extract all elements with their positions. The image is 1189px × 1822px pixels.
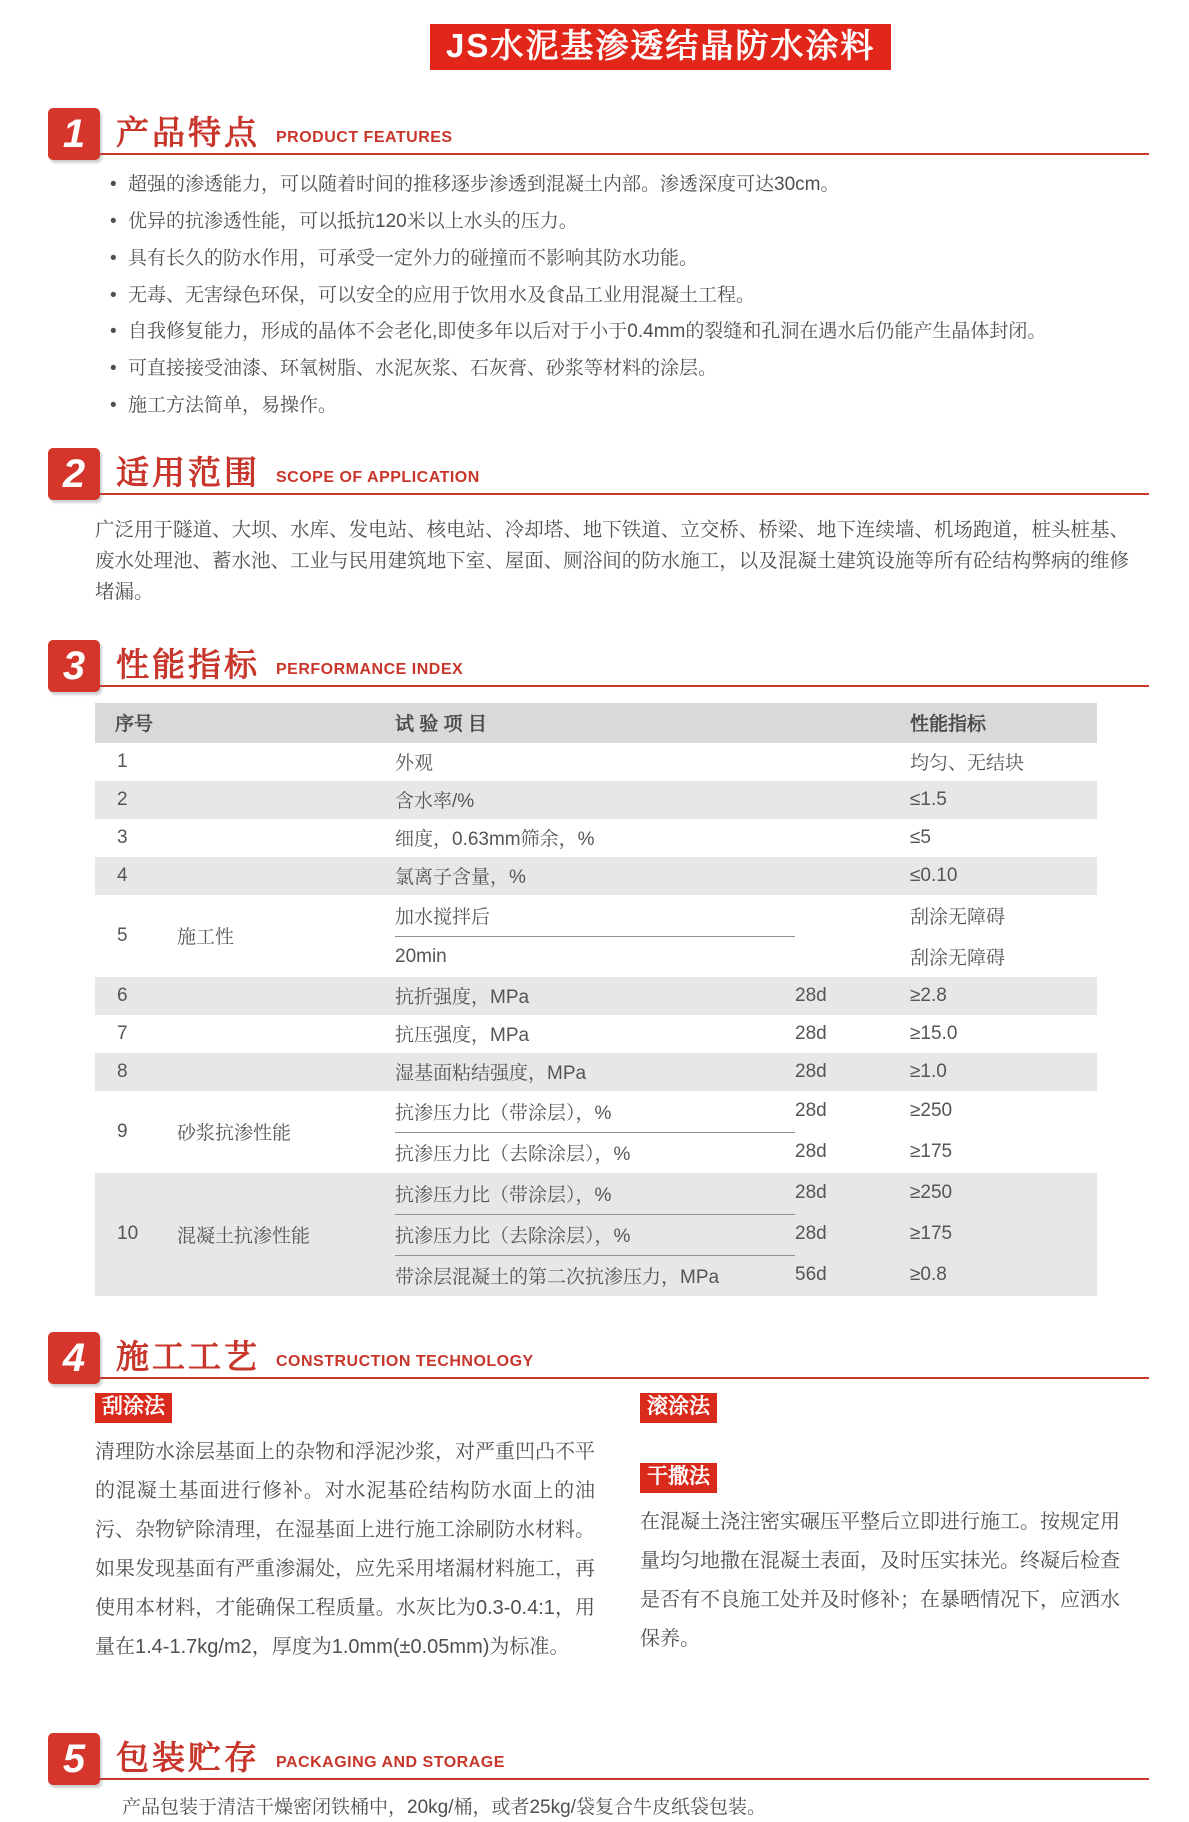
row-category: 施工性: [177, 927, 235, 949]
construction-right-column: [640, 1393, 1120, 1685]
method-block: [640, 1463, 1120, 1659]
performance-table-body: [95, 743, 1097, 1296]
feature-text: 可直接接受油漆、环氧树脂、水泥灰浆、石灰膏、砂浆等材料的涂层。: [128, 358, 718, 380]
item-value: ≥250: [910, 1182, 953, 1204]
item-age: [795, 936, 910, 977]
table-subrow: [395, 819, 1097, 857]
table-subrow: [395, 743, 1097, 781]
table-row: [95, 895, 1097, 977]
item-name: 抗渗压力比（去除涂层），%: [395, 1214, 795, 1255]
section-header-features: [48, 108, 1149, 155]
section-subtitle: CONSTRUCTION TECHNOLOGY: [276, 1352, 534, 1370]
item-value: 均匀、无结块: [910, 753, 1025, 775]
feature-text: 自我修复能力，形成的晶体不会老化,即使多年以后对于小于0.4mm的裂缝和孔洞在遇水后仍能产生晶体封闭。: [128, 321, 1047, 343]
row-items: [395, 977, 1097, 1015]
section-header-performance: [48, 640, 1149, 687]
table-subrow: [395, 1015, 1097, 1053]
method-text: 在混凝土浇注密实碾压平整后立即进行施工。按规定用量均匀地撒在混凝土表面，及时压实抹光。终凝后检查是否有不良施工处并及时修补；在暴晒情况下，应洒水保养。: [640, 1510, 1120, 1650]
table-subrow: [395, 936, 1097, 977]
item-value: ≤5: [910, 826, 931, 848]
row-items: [395, 743, 1097, 781]
performance-table-header: [95, 703, 1097, 743]
item-age: [795, 857, 910, 895]
row-no: 7: [117, 1022, 128, 1044]
features-list: [108, 173, 1129, 417]
feature-list-item: [108, 210, 1129, 234]
row-category: 混凝土抗渗性能: [177, 1225, 311, 1247]
section-title: 适用范围: [116, 453, 260, 491]
performance-table: [95, 703, 1097, 1296]
section-title: 包装贮存: [116, 1738, 260, 1776]
item-age: 56d: [795, 1264, 827, 1286]
table-subrow: [395, 1091, 1097, 1132]
table-subrow: [395, 895, 1097, 936]
section-title: 施工工艺: [116, 1337, 260, 1375]
row-no: 8: [117, 1060, 128, 1082]
table-subrow: [395, 1132, 1097, 1173]
section-number-badge: 2: [48, 448, 100, 500]
feature-text: 具有长久的防水作用，可承受一定外力的碰撞而不影响其防水功能。: [128, 247, 699, 269]
column-header-index: 性能指标: [910, 714, 987, 736]
section-number-badge: 5: [48, 1733, 100, 1785]
row-category: 砂浆抗渗性能: [177, 1123, 292, 1145]
row-no: 5: [117, 924, 128, 946]
feature-text: 超强的渗透能力，可以随着时间的推移逐步渗透到混凝土内部。渗透深度可达30cm。: [128, 174, 840, 196]
item-name: 外观: [395, 753, 434, 775]
section-title: 性能指标: [116, 645, 260, 683]
item-age: [795, 743, 910, 781]
item-value: ≤0.10: [910, 864, 958, 886]
section-subtitle: PACKAGING AND STORAGE: [276, 1753, 505, 1771]
item-value: 刮涂无障碍: [910, 947, 1006, 969]
row-category: [177, 819, 395, 857]
row-items: [395, 1091, 1097, 1173]
row-items: [395, 819, 1097, 857]
row-no: 1: [117, 750, 128, 772]
section-header-packaging: [48, 1733, 1149, 1780]
item-name: 抗渗压力比（去除涂层），%: [395, 1132, 795, 1173]
item-age: 28d: [795, 1100, 827, 1122]
section-header-scope: [48, 448, 1149, 495]
item-name: 湿基面粘结强度，MPa: [395, 1063, 587, 1085]
packaging-paragraph: 产品包装于清洁干燥密闭铁桶中，20kg/桶，或者25kg/袋复合牛皮纸袋包装。: [122, 1796, 766, 1818]
table-row: [95, 1091, 1097, 1173]
section-number-badge: 1: [48, 108, 100, 160]
item-name: 抗渗压力比（带涂层），%: [395, 1102, 612, 1124]
section-number-badge: 3: [48, 640, 100, 692]
row-category: [177, 781, 395, 819]
item-name: 抗压强度，MPa: [395, 1025, 530, 1047]
table-subrow: [395, 1255, 1097, 1296]
table-subrow: [395, 781, 1097, 819]
method-badge: 滚涂法: [640, 1393, 717, 1423]
feature-list-item: [108, 320, 1129, 344]
method-badge: 干撒法: [640, 1463, 717, 1493]
table-row: [95, 1173, 1097, 1296]
row-category: [177, 857, 395, 895]
table-subrow: [395, 857, 1097, 895]
item-name: 加水搅拌后: [395, 906, 491, 928]
row-items: [395, 1015, 1097, 1053]
method-block: [95, 1393, 595, 1667]
item-value: ≤1.5: [910, 788, 947, 810]
item-name: 抗折强度，MPa: [395, 987, 530, 1009]
table-subrow: [395, 1053, 1097, 1091]
table-row: [95, 819, 1097, 857]
item-value: ≥175: [910, 1141, 953, 1163]
table-row: [95, 781, 1097, 819]
row-category: [177, 743, 395, 781]
feature-text: 施工方法简单，易操作。: [128, 394, 338, 416]
row-no: 9: [117, 1120, 128, 1142]
item-age: 28d: [795, 984, 827, 1006]
table-row: [95, 1015, 1097, 1053]
item-age: [795, 781, 910, 819]
row-no: 10: [117, 1223, 139, 1245]
row-items: [395, 857, 1097, 895]
table-row: [95, 743, 1097, 781]
construction-left-column: [95, 1393, 595, 1685]
item-value: ≥2.8: [910, 984, 947, 1006]
feature-list-item: [108, 173, 1129, 197]
section-subtitle: PERFORMANCE INDEX: [276, 660, 464, 678]
method-badge: 刮涂法: [95, 1393, 172, 1423]
feature-list-item: [108, 394, 1129, 418]
row-items: [395, 1053, 1097, 1091]
row-items: [395, 781, 1097, 819]
row-items: [395, 895, 1097, 977]
item-value: 刮涂无障碍: [910, 906, 1006, 928]
item-age: 28d: [795, 1022, 827, 1044]
column-header-no: 序号: [115, 714, 154, 736]
row-category: [177, 977, 395, 1015]
table-subrow: [395, 977, 1097, 1015]
section-header-construction: [48, 1332, 1149, 1379]
item-age: 28d: [795, 1223, 827, 1245]
construction-methods: [95, 1393, 1189, 1685]
item-name: 氯离子含量，%: [395, 867, 526, 889]
feature-list-item: [108, 357, 1129, 381]
feature-text: 无毒、无害绿色环保，可以安全的应用于饮用水及食品工业用混凝土工程。: [128, 284, 756, 306]
item-age: 28d: [795, 1060, 827, 1082]
table-subrow: [395, 1214, 1097, 1255]
item-name: 带涂层混凝土的第二次抗渗压力，MPa: [395, 1255, 795, 1296]
row-no: 6: [117, 984, 128, 1006]
row-category: [177, 1015, 395, 1053]
row-no: 2: [117, 788, 128, 810]
page-title: JS水泥基渗透结晶防水涂料: [430, 24, 891, 70]
section-subtitle: SCOPE OF APPLICATION: [276, 468, 480, 486]
feature-list-item: [108, 247, 1129, 271]
item-name: 含水率/%: [395, 791, 475, 813]
table-subrow: [395, 1173, 1097, 1214]
item-age: 28d: [795, 1141, 827, 1163]
item-name: 20min: [395, 936, 795, 977]
method-text: 清理防水涂层基面上的杂物和浮泥沙浆，对严重凹凸不平的混凝土基面进行修补。对水泥基砼结构防水面上的油污、杂物铲除清理，在湿基面上进行施工涂刷防水材料。如果发现基面有严重渗漏处，应先采用堵漏材料施工，再使用本材料，才能确保工程质量。水灰比为0.3-0.4:1，用量在1.4-1.7kg/m2，厚度为1.0mm(±0.05mm)为标准。: [95, 1440, 595, 1658]
item-value: ≥250: [910, 1100, 953, 1122]
scope-paragraph: 广泛用于隧道、大坝、水库、发电站、核电站、冷却塔、地下铁道、立交桥、桥梁、地下连续墙、机场跑道，桩头桩基、废水处理池、蓄水池、工业与民用建筑地下室、屋面、厕浴间的防水施工，以及混凝土建筑设施等所有砼结构弊病的维修堵漏。: [95, 518, 1129, 603]
item-value: ≥15.0: [910, 1022, 958, 1044]
row-no: 3: [117, 826, 128, 848]
row-items: [395, 1173, 1097, 1296]
item-value: ≥0.8: [910, 1264, 947, 1286]
item-age: [795, 819, 910, 857]
item-age: 28d: [795, 1182, 827, 1204]
row-category: [177, 1053, 395, 1091]
column-header-item: 试 验 项 目: [395, 714, 487, 736]
item-name: 细度，0.63mm筛余，%: [395, 829, 595, 851]
item-value: ≥175: [910, 1223, 953, 1245]
method-block: [640, 1393, 1120, 1423]
section-title: 产品特点: [116, 114, 260, 152]
table-row: [95, 977, 1097, 1015]
table-row: [95, 857, 1097, 895]
item-name: 抗渗压力比（带涂层），%: [395, 1184, 612, 1206]
item-age: [795, 895, 910, 936]
table-row: [95, 1053, 1097, 1091]
feature-text: 优异的抗渗透性能，可以抵抗120米以上水头的压力。: [128, 211, 578, 233]
section-number-badge: 4: [48, 1332, 100, 1384]
item-value: ≥1.0: [910, 1060, 947, 1082]
row-no: 4: [117, 864, 128, 886]
section-subtitle: PRODUCT FEATURES: [276, 129, 453, 147]
feature-list-item: [108, 284, 1129, 308]
